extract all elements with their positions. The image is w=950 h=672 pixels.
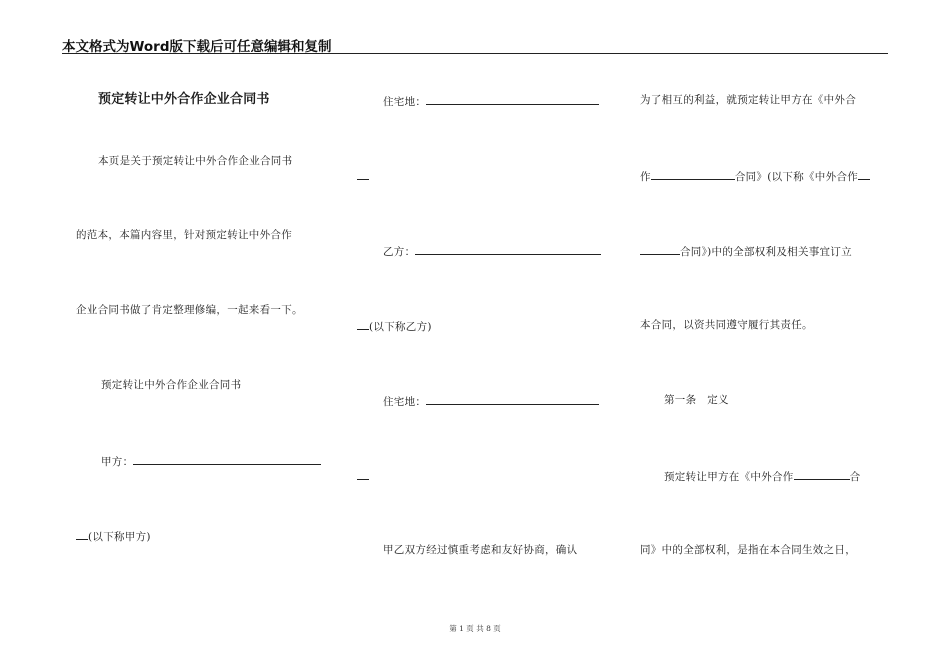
section-heading: 第一条 定义 — [664, 394, 729, 406]
address-blank — [426, 93, 599, 105]
address-continuation — [357, 468, 369, 484]
party-b-continuation — [357, 318, 432, 334]
trailing-blank — [858, 168, 870, 180]
header-banner-text: 本文格式为Word版下载后可任意编辑和复制 — [62, 39, 332, 55]
text-fragment: 合同》)中的全部权利及相关事宜订立 — [680, 246, 852, 258]
party-b-line — [383, 243, 601, 259]
contract-name-blank — [794, 468, 850, 480]
document-header — [62, 33, 888, 54]
paragraph-line: 的范本，本篇内容里，针对预定转让中外合作 — [76, 229, 292, 241]
paragraph-line: 为了相互的利益，就预定转让甲方在《中外合 — [640, 94, 856, 106]
address-line — [383, 93, 599, 109]
continuation-blank — [76, 528, 88, 540]
text-fragment: 合 — [849, 471, 861, 483]
text-fragment: 作 — [640, 171, 651, 183]
address-continuation — [357, 168, 369, 184]
paragraph-line — [664, 468, 860, 484]
party-a-suffix: (以下称甲方) — [88, 531, 151, 543]
paragraph-line: 甲乙双方经过慎重考虑和友好协商，确认 — [383, 544, 578, 556]
address-blank — [426, 393, 599, 405]
address-label: 住宅地： — [383, 96, 427, 108]
continuation-blank — [357, 468, 369, 480]
text-fragment: 合同》(以下称《中外合作 — [734, 171, 859, 183]
paragraph-line: 企业合同书做了肯定整理修编，一起来看一下。 — [76, 304, 303, 316]
address-label: 住宅地： — [383, 396, 427, 408]
leading-blank — [640, 243, 680, 255]
paragraph-line — [640, 243, 852, 259]
party-b-label: 乙方： — [383, 246, 416, 258]
paragraph-line — [640, 168, 870, 184]
party-a-line — [101, 453, 321, 469]
continuation-blank — [357, 168, 369, 180]
paragraph-line: 同》中的全部权利，是指在本合同生效之日， — [640, 544, 856, 556]
party-a-label: 甲方： — [101, 456, 134, 468]
page-number: 第 1 页 共 8 页 — [449, 624, 501, 633]
address-line — [383, 393, 599, 409]
party-a-blank — [133, 453, 321, 465]
party-a-continuation — [76, 528, 151, 544]
paragraph-line: 本页是关于预定转让中外合作企业合同书 — [98, 155, 293, 167]
contract-name-blank — [651, 168, 735, 180]
continuation-blank — [357, 318, 369, 330]
party-b-blank — [415, 243, 601, 255]
paragraph-line: 预定转让中外合作企业合同书 — [101, 379, 242, 391]
document-title: 预定转让中外合作企业合同书 — [98, 92, 270, 107]
text-fragment: 预定转让甲方在《中外合作 — [664, 471, 794, 483]
party-b-suffix: (以下称乙方) — [369, 321, 432, 333]
paragraph-line: 本合同，以资共同遵守履行其责任。 — [640, 319, 813, 331]
